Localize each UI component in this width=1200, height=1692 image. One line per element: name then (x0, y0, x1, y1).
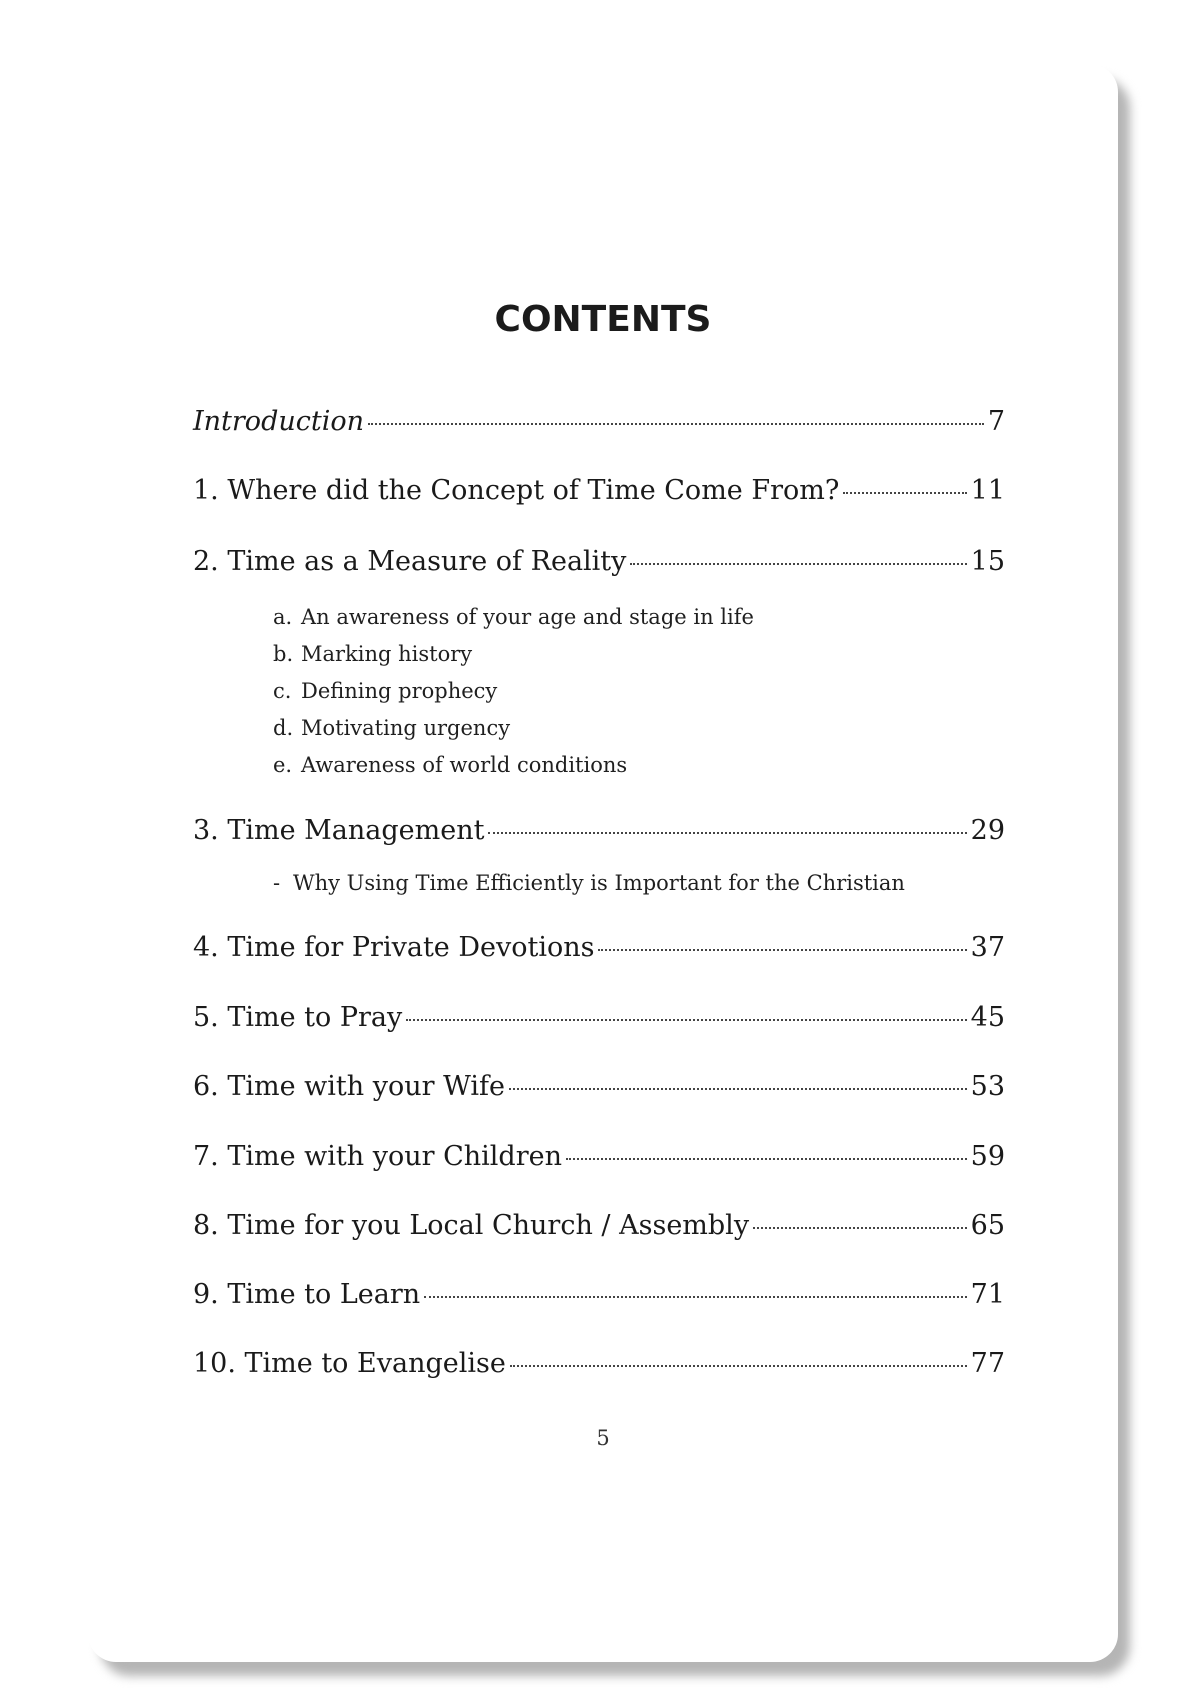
toc-entry-chapter-2 (193, 546, 1005, 578)
dot-leader (598, 949, 966, 951)
toc-entry-label: 4. Time for Private Devotions (193, 932, 595, 963)
page-title: CONTENTS (494, 299, 712, 340)
toc-entry-label: 5. Time to Pray (193, 1002, 403, 1033)
dot-leader (368, 423, 984, 425)
toc-entry-page: 71 (970, 1279, 1005, 1310)
toc-entry-chapter-8 (193, 1210, 1005, 1242)
dot-leader (510, 1365, 967, 1367)
dot-leader (509, 1088, 967, 1090)
toc-entry-label: 7. Time with your Children (193, 1141, 562, 1172)
toc-subitem-marker: - (273, 871, 281, 895)
page-number: 5 (596, 1426, 610, 1450)
toc-entry-label: 1. Where did the Concept of Time Come From? (193, 475, 840, 506)
toc-entry-chapter-10 (193, 1348, 1005, 1380)
dot-leader (488, 832, 966, 834)
toc-entry-page: 45 (970, 1002, 1005, 1033)
toc-subitem-marker: d. (273, 716, 294, 740)
toc-entry-page: 59 (970, 1141, 1005, 1172)
toc-subitem (273, 870, 905, 896)
dot-leader (630, 563, 966, 565)
toc-subitem-text: Why Using Time Efficiently is Important for the Christian (293, 871, 905, 895)
toc-entry-introduction (193, 406, 1005, 438)
toc-entry-page: 37 (970, 932, 1005, 963)
dot-leader (406, 1019, 966, 1021)
toc-entry-chapter-5 (193, 1002, 1005, 1034)
toc-subitem (273, 641, 472, 667)
toc-subitem-marker: c. (273, 679, 292, 703)
toc-entry-label: 3. Time Management (193, 815, 485, 846)
toc-entry-label: 9. Time to Learn (193, 1279, 421, 1310)
toc-subitem (273, 678, 497, 704)
toc-entry-chapter-9 (193, 1279, 1005, 1311)
toc-subitem (273, 604, 754, 630)
toc-entry-chapter-1 (193, 475, 1005, 507)
toc-entry-page: 53 (970, 1071, 1005, 1102)
toc-subitem-text: Motivating urgency (301, 716, 511, 740)
toc-entry-page: 65 (970, 1210, 1005, 1241)
toc-entry-page: 29 (970, 815, 1005, 846)
dot-leader (843, 492, 966, 494)
toc-entry-label: 10. Time to Evangelise (193, 1348, 506, 1379)
toc-entry-page: 77 (970, 1348, 1005, 1379)
toc-entry-chapter-4 (193, 932, 1005, 964)
toc-subitem (273, 715, 510, 741)
book-page (88, 64, 1118, 1662)
dot-leader (753, 1227, 967, 1229)
toc-subitem-text: Awareness of world conditions (301, 753, 628, 777)
toc-entry-label: 2. Time as a Measure of Reality (193, 546, 627, 577)
toc-entry-label: 8. Time for you Local Church / Assembly (193, 1210, 750, 1241)
toc-subitem-text: Defining prophecy (301, 679, 498, 703)
toc-entry-chapter-6 (193, 1071, 1005, 1103)
toc-subitem-marker: b. (273, 642, 294, 666)
toc-entry-page: 11 (970, 475, 1005, 506)
dot-leader (424, 1296, 967, 1298)
toc-subitem-text: Marking history (301, 642, 473, 666)
toc-subitem-marker: a. (273, 605, 293, 629)
toc-entry-label: 6. Time with your Wife (193, 1071, 505, 1102)
toc-entry-page: 15 (970, 546, 1005, 577)
toc-subitem-text: An awareness of your age and stage in life (301, 605, 754, 629)
toc-entry-label: Introduction (193, 406, 364, 437)
toc-entry-page: 7 (987, 406, 1005, 437)
dot-leader (566, 1158, 967, 1160)
toc-subitem (273, 752, 627, 778)
toc-entry-chapter-3 (193, 815, 1005, 847)
toc-subitem-marker: e. (273, 753, 293, 777)
toc-entry-chapter-7 (193, 1141, 1005, 1173)
